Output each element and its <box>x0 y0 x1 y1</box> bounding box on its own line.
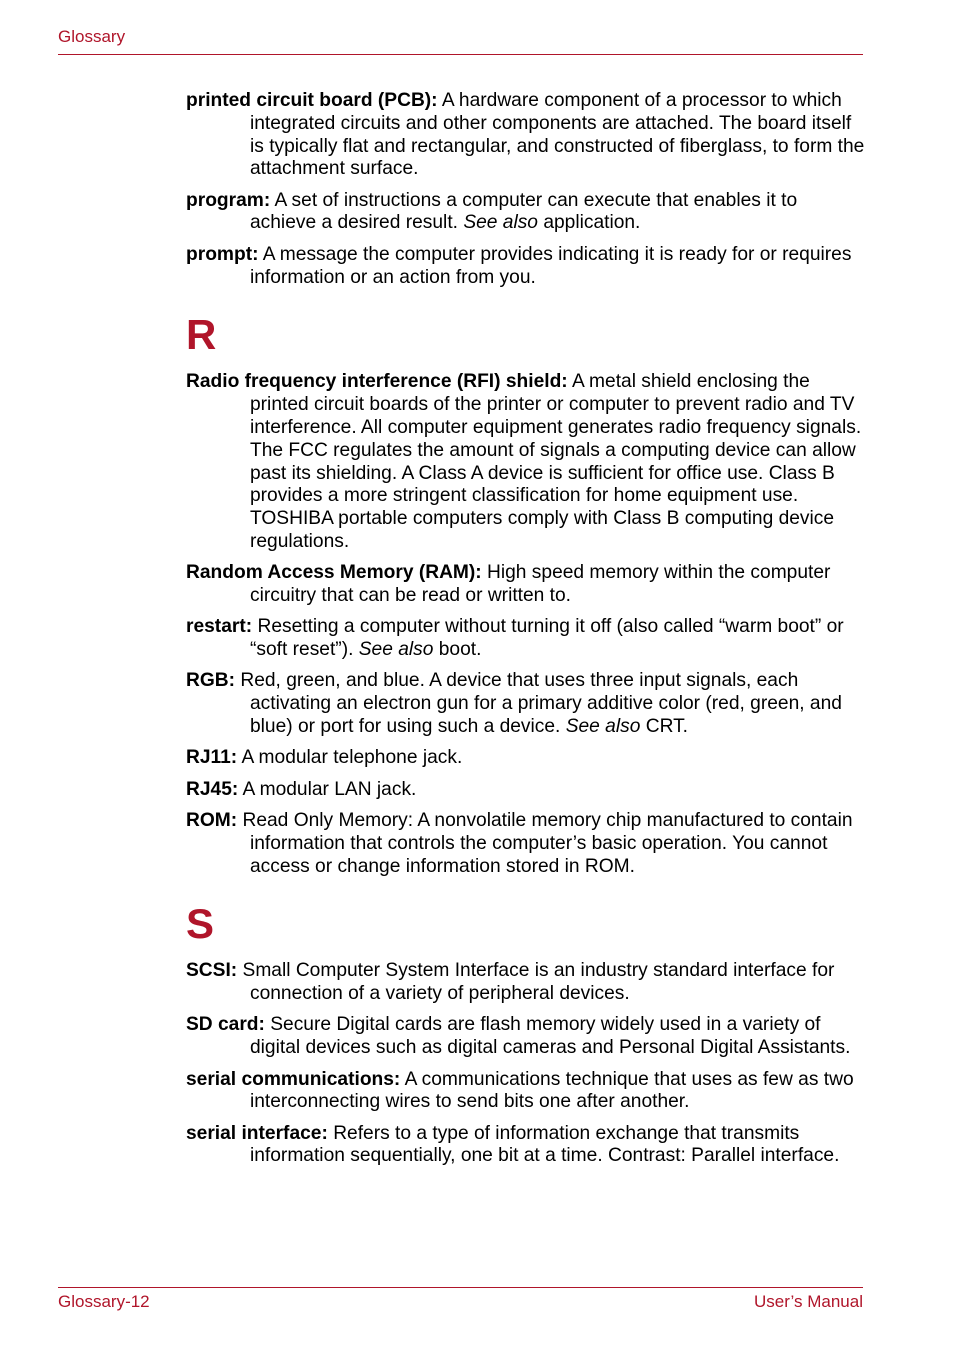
glossary-definition: High speed memory within the computer circuitry that can be read or written to. <box>250 562 831 607</box>
see-also-label: See also <box>463 212 538 234</box>
glossary-term: RJ45: <box>186 778 239 800</box>
glossary-entry-serial-interface <box>186 1123 866 1169</box>
glossary-term: serial interface: <box>186 1122 328 1144</box>
see-also-label: See also <box>358 639 434 661</box>
glossary-definition: A modular LAN jack. <box>238 778 417 800</box>
glossary-term: Radio frequency interference (RFI) shield: <box>186 371 568 393</box>
page-header-title: Glossary <box>58 27 126 46</box>
glossary-term: SCSI: <box>186 960 238 982</box>
see-also-target: boot. <box>433 639 482 661</box>
glossary-entry-sd-card <box>186 1014 866 1060</box>
glossary-term: SD card: <box>186 1014 265 1036</box>
manual-title: User’s Manual <box>754 1292 863 1311</box>
glossary-entry-rom <box>186 810 866 878</box>
see-also-target: CRT. <box>640 716 688 738</box>
section-letter-s: S <box>186 900 215 948</box>
glossary-definition: A modular telephone jack. <box>237 747 463 769</box>
glossary-definition: Refers to a type of information exchange that transmits information sequentially, one bit at a time. Contrast: Parallel interface. <box>250 1122 840 1167</box>
glossary-definition: Resetting a computer without turning it off (also called “warm boot” or “soft reset”). <box>250 616 844 661</box>
glossary-definition: Small Computer System Interface is an industry standard interface for connection of a variety of peripheral devices. <box>237 960 835 1005</box>
glossary-entry-rj45 <box>186 779 866 802</box>
glossary-definition: A hardware component of a processor to which integrated circuits and other components are attached. The board itself is typically flat and rectangular, and constructed of fiberglass, to form the attachment surface. <box>250 90 865 180</box>
glossary-term: RGB: <box>186 670 236 692</box>
glossary-entry-serial-communications <box>186 1069 866 1115</box>
glossary-entry-program <box>186 190 866 236</box>
glossary-term: ROM: <box>186 809 238 831</box>
glossary-entry-rgb <box>186 670 866 738</box>
page-number: Glossary-12 <box>58 1292 150 1311</box>
see-also-target: application. <box>537 212 641 234</box>
glossary-definition: Red, green, and blue. A device that uses three input signals, each activating an electron gun for a primary additive color (red, green, and blue) or port for using such a device. <box>235 670 842 738</box>
glossary-entry-scsi <box>186 960 866 1006</box>
see-also-label: See also <box>565 716 641 738</box>
glossary-term: printed circuit board (PCB): <box>186 90 438 111</box>
glossary-entry-pcb <box>186 90 866 181</box>
glossary-definition: A message the computer provides indicating it is ready for or requires information or an action from you. <box>250 243 852 288</box>
glossary-term: Random Access Memory (RAM): <box>186 562 482 584</box>
glossary-content <box>186 90 866 1177</box>
glossary-term: program: <box>186 189 271 211</box>
glossary-entry-rj11 <box>186 747 866 770</box>
header-divider <box>58 54 863 55</box>
footer-divider <box>58 1287 863 1288</box>
glossary-definition: A set of instructions a computer can execute that enables it to achieve a desired result. <box>250 189 798 234</box>
glossary-definition: Secure Digital cards are flash memory widely used in a variety of digital devices such as digital cameras and Personal Digital Assistants. <box>250 1014 851 1059</box>
glossary-entry-restart <box>186 616 866 662</box>
glossary-entry-ram <box>186 562 866 608</box>
glossary-term: RJ11: <box>186 747 238 769</box>
glossary-definition: A communications technique that uses as few as two interconnecting wires to send bits one after another. <box>250 1068 854 1113</box>
glossary-definition: A metal shield enclosing the printed circuit boards of the printer or computer to prevent radio and TV interference. All computer equipment generates radio frequency signals. The FCC regulates the amount of signals a computing device can allow past its shielding. A Class A device is sufficient for office use. Class B provides a more stringent classification for home equipment use. TOSHIBA portable computers comply with Class B computing device regulations. <box>250 371 862 552</box>
glossary-term: serial communications: <box>186 1068 401 1090</box>
glossary-term: prompt: <box>186 243 259 265</box>
glossary-entry-prompt <box>186 244 866 290</box>
glossary-term: restart: <box>186 616 253 638</box>
glossary-definition: Read Only Memory: A nonvolatile memory chip manufactured to contain information that controls the computer’s basic operation. You cannot access or change information stored in ROM. <box>237 809 853 877</box>
section-letter-r: R <box>186 311 217 359</box>
glossary-entry-rfi-shield <box>186 371 866 553</box>
